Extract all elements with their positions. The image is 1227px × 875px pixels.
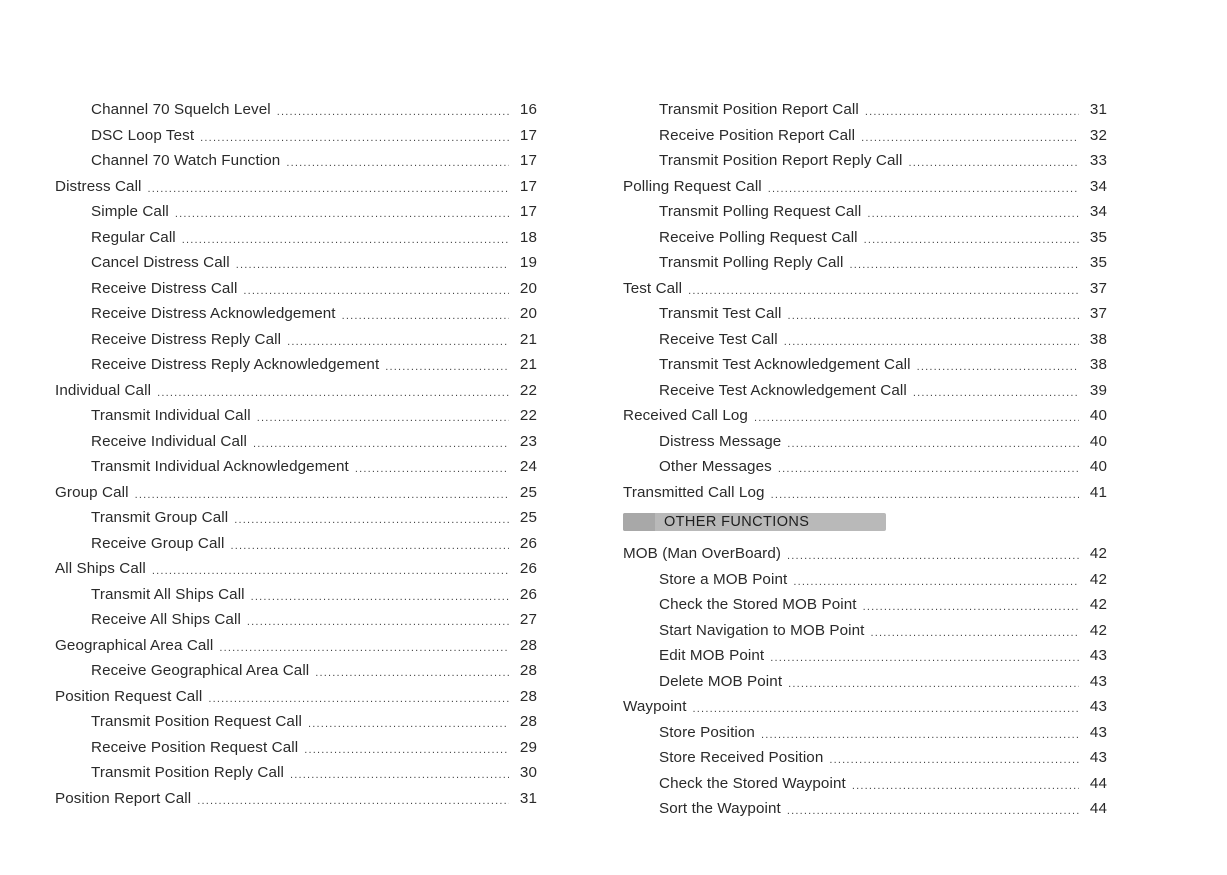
toc-right-top-list	[623, 97, 1107, 505]
toc-dot-leader	[864, 234, 1079, 246]
toc-page-number: 42	[1089, 596, 1107, 614]
toc-subentry[interactable]	[623, 618, 1107, 644]
toc-page-number: 28	[519, 687, 537, 705]
toc-dot-leader	[787, 310, 1079, 322]
toc-entry-title: Receive Geographical Area Call	[91, 662, 310, 680]
toc-subentry[interactable]	[623, 720, 1107, 746]
toc-entry-title: Individual Call	[55, 381, 152, 399]
toc-entry-title: Start Navigation to MOB Point	[659, 621, 865, 639]
toc-page-number: 26	[519, 534, 537, 552]
toc-page-number: 26	[519, 585, 537, 603]
toc-dot-leader	[784, 336, 1079, 348]
toc-subentry[interactable]	[55, 225, 537, 251]
toc-page-number: 40	[1089, 432, 1107, 450]
toc-subentry[interactable]	[55, 735, 537, 761]
toc-dot-leader	[909, 157, 1080, 169]
toc-dot-leader	[230, 540, 509, 552]
toc-entry-title: Other Messages	[659, 458, 772, 476]
toc-left-column	[55, 97, 537, 811]
toc-entry-title: Transmitted Call Log	[623, 483, 765, 501]
toc-entry-title: Geographical Area Call	[55, 636, 214, 654]
toc-entry-title: Position Request Call	[55, 687, 203, 705]
toc-entry-title: Transmit Position Report Call	[659, 101, 859, 119]
toc-subentry[interactable]	[55, 505, 537, 531]
toc-subentry[interactable]	[623, 97, 1107, 123]
toc-page-number: 21	[519, 356, 537, 374]
toc-entry-title: Group Call	[55, 483, 129, 501]
toc-entry-title: Transmit Position Reply Call	[91, 764, 284, 782]
toc-entry-title: Store Received Position	[659, 749, 824, 767]
toc-entry[interactable]	[55, 480, 537, 506]
toc-subentry[interactable]	[55, 148, 537, 174]
toc-subentry[interactable]	[623, 123, 1107, 149]
toc-page-number: 28	[519, 713, 537, 731]
toc-page-number: 17	[519, 177, 537, 195]
toc-entry-title: Transmit Individual Call	[91, 407, 251, 425]
toc-page-number: 22	[519, 381, 537, 399]
toc-subentry[interactable]	[623, 429, 1107, 455]
toc-dot-leader	[770, 652, 1079, 664]
toc-page-number: 42	[1089, 621, 1107, 639]
toc-dot-leader	[304, 744, 509, 756]
toc-subentry[interactable]	[623, 250, 1107, 276]
toc-entry-title: Delete MOB Point	[659, 672, 783, 690]
toc-entry-title: Receive Group Call	[91, 534, 225, 552]
toc-dot-leader	[788, 678, 1079, 690]
toc-dot-leader	[219, 642, 509, 654]
toc-page-number: 43	[1089, 672, 1107, 690]
toc-dot-leader	[761, 729, 1079, 741]
toc-entry-title: Sort the Waypoint	[659, 800, 781, 818]
toc-page-number: 41	[1089, 483, 1107, 501]
toc-dot-leader	[175, 208, 509, 220]
toc-page-number: 25	[519, 483, 537, 501]
toc-page-number: 23	[519, 432, 537, 450]
toc-entry-title: Transmit All Ships Call	[91, 585, 245, 603]
toc-right-bottom-list	[623, 541, 1107, 822]
toc-entry-title: Receive Distress Reply Acknowledgement	[91, 356, 380, 374]
toc-subentry[interactable]	[55, 607, 537, 633]
toc-entry-title: Receive Distress Call	[91, 279, 238, 297]
toc-dot-leader	[236, 259, 509, 271]
toc-subentry[interactable]	[55, 709, 537, 735]
toc-dot-leader	[871, 627, 1080, 639]
toc-dot-leader	[861, 132, 1079, 144]
toc-subentry[interactable]	[623, 454, 1107, 480]
toc-dot-leader	[200, 132, 509, 144]
toc-dot-leader	[863, 601, 1079, 613]
toc-page-number: 26	[519, 560, 537, 578]
toc-subentry[interactable]	[55, 250, 537, 276]
toc-entry-title: Receive Position Report Call	[659, 126, 856, 144]
toc-subentry[interactable]	[55, 301, 537, 327]
toc-entry[interactable]	[623, 694, 1107, 720]
toc-page-number: 44	[1089, 774, 1107, 792]
toc-entry-title: Transmit Individual Acknowledgement	[91, 458, 349, 476]
toc-right-column	[623, 97, 1107, 822]
toc-entry-title: Receive Test Acknowledgement Call	[659, 381, 907, 399]
toc-page-number: 42	[1089, 545, 1107, 563]
toc-entry-title: Receive All Ships Call	[91, 611, 241, 629]
toc-subentry[interactable]	[623, 567, 1107, 593]
toc-subentry[interactable]	[55, 454, 537, 480]
toc-dot-leader	[852, 780, 1079, 792]
toc-subentry[interactable]	[55, 123, 537, 149]
toc-page-number: 24	[519, 458, 537, 476]
toc-dot-leader	[688, 285, 1079, 297]
toc-dot-leader	[867, 208, 1079, 220]
toc-page-number: 33	[1089, 152, 1107, 170]
toc-subentry[interactable]	[623, 225, 1107, 251]
toc-dot-leader	[768, 183, 1079, 195]
toc-page-number: 16	[519, 101, 537, 119]
toc-dot-leader	[342, 310, 509, 322]
toc-entry-title: Regular Call	[91, 228, 176, 246]
toc-dot-leader	[208, 693, 509, 705]
section-heading-tab	[623, 513, 655, 531]
toc-dot-leader	[197, 795, 509, 807]
toc-dot-leader	[287, 336, 509, 348]
toc-dot-leader	[257, 412, 509, 424]
toc-entry-title: Simple Call	[91, 203, 169, 221]
toc-subentry[interactable]	[55, 352, 537, 378]
toc-dot-leader	[308, 718, 509, 730]
toc-page-number: 17	[519, 203, 537, 221]
toc-subentry[interactable]	[623, 796, 1107, 822]
toc-entry-title: Transmit Position Report Reply Call	[659, 152, 903, 170]
toc-page-number: 43	[1089, 749, 1107, 767]
section-heading-bar	[623, 513, 886, 531]
toc-dot-leader	[693, 703, 1079, 715]
toc-page-number: 30	[519, 764, 537, 782]
toc-page-number: 38	[1089, 356, 1107, 374]
toc-entry-title: Receive Distress Reply Call	[91, 330, 282, 348]
toc-page-number: 35	[1089, 254, 1107, 272]
toc-subentry[interactable]	[623, 148, 1107, 174]
toc-entry[interactable]	[623, 174, 1107, 200]
toc-subentry[interactable]	[623, 199, 1107, 225]
toc-page-number: 18	[519, 228, 537, 246]
toc-entry[interactable]	[623, 480, 1107, 506]
toc-page-number: 28	[519, 636, 537, 654]
toc-dot-leader	[849, 259, 1079, 271]
toc-entry[interactable]	[55, 633, 537, 659]
toc-entry-title: Channel 70 Squelch Level	[91, 101, 271, 119]
toc-dot-leader	[148, 183, 509, 195]
toc-entry-title: Received Call Log	[623, 407, 748, 425]
toc-entry-title: Distress Call	[55, 177, 142, 195]
toc-entry[interactable]	[623, 541, 1107, 567]
toc-entry[interactable]	[623, 403, 1107, 429]
toc-page-number: 17	[519, 126, 537, 144]
toc-dot-leader	[787, 438, 1079, 450]
toc-page-number: 37	[1089, 305, 1107, 323]
toc-page-number: 32	[1089, 126, 1107, 144]
toc-entry-title: Receive Test Call	[659, 330, 778, 348]
toc-entry[interactable]	[623, 276, 1107, 302]
toc-dot-leader	[135, 489, 509, 501]
toc-entry-title: Distress Message	[659, 432, 782, 450]
toc-dot-leader	[152, 565, 509, 577]
toc-entry-title: Receive Individual Call	[91, 432, 247, 450]
toc-entry-title: Check the Stored MOB Point	[659, 596, 857, 614]
toc-dot-leader	[315, 667, 509, 679]
toc-page-number: 20	[519, 305, 537, 323]
toc-dot-leader	[771, 489, 1079, 501]
toc-page-number: 20	[519, 279, 537, 297]
toc-page-number: 21	[519, 330, 537, 348]
toc-subentry[interactable]	[623, 378, 1107, 404]
toc-page-number: 43	[1089, 698, 1107, 716]
toc-entry-title: Channel 70 Watch Function	[91, 152, 281, 170]
toc-subentry[interactable]	[55, 276, 537, 302]
toc-subentry[interactable]	[55, 760, 537, 786]
toc-entry[interactable]	[55, 556, 537, 582]
toc-subentry[interactable]	[55, 582, 537, 608]
toc-entry-title: All Ships Call	[55, 560, 146, 578]
toc-entry-title: Receive Distress Acknowledgement	[91, 305, 336, 323]
toc-dot-leader	[157, 387, 509, 399]
toc-entry-title: Store Position	[659, 723, 755, 741]
toc-page-number: 34	[1089, 203, 1107, 221]
toc-entry-title: Waypoint	[623, 698, 687, 716]
toc-page-number: 40	[1089, 407, 1107, 425]
toc-entry-title: Position Report Call	[55, 789, 192, 807]
toc-entry[interactable]	[55, 174, 537, 200]
toc-page-number: 25	[519, 509, 537, 527]
toc-entry-title: Check the Stored Waypoint	[659, 774, 846, 792]
toc-dot-leader	[247, 616, 509, 628]
toc-entry[interactable]	[55, 684, 537, 710]
toc-page-number: 35	[1089, 228, 1107, 246]
toc-dot-leader	[385, 361, 509, 373]
toc-subentry[interactable]	[623, 352, 1107, 378]
toc-dot-leader	[793, 576, 1079, 588]
toc-page-number: 27	[519, 611, 537, 629]
toc-dot-leader	[778, 463, 1079, 475]
toc-dot-leader	[243, 285, 509, 297]
toc-page-number: 40	[1089, 458, 1107, 476]
toc-entry-title: DSC Loop Test	[91, 126, 195, 144]
toc-dot-leader	[913, 387, 1079, 399]
toc-subentry[interactable]	[623, 745, 1107, 771]
toc-entry-title: Test Call	[623, 279, 683, 297]
toc-subentry[interactable]	[55, 403, 537, 429]
toc-page-number: 31	[1089, 101, 1107, 119]
section-heading-label: OTHER FUNCTIONS	[664, 514, 810, 530]
toc-page-number: 44	[1089, 800, 1107, 818]
toc-subentry[interactable]	[623, 301, 1107, 327]
toc-entry-title: Cancel Distress Call	[91, 254, 230, 272]
toc-subentry[interactable]	[623, 643, 1107, 669]
toc-dot-leader	[182, 234, 509, 246]
toc-subentry[interactable]	[623, 592, 1107, 618]
toc-entry-title: Polling Request Call	[623, 177, 762, 195]
toc-dot-leader	[234, 514, 509, 526]
toc-dot-leader	[355, 463, 509, 475]
toc-dot-leader	[253, 438, 509, 450]
toc-subentry[interactable]	[55, 327, 537, 353]
toc-entry-title: Transmit Test Acknowledgement Call	[659, 356, 911, 374]
toc-subentry[interactable]	[55, 531, 537, 557]
toc-dot-leader	[865, 106, 1079, 118]
toc-subentry[interactable]	[55, 97, 537, 123]
toc-page-number: 17	[519, 152, 537, 170]
toc-entry-title: Transmit Test Call	[659, 305, 782, 323]
toc-dot-leader	[829, 754, 1079, 766]
toc-entry-title: Receive Polling Request Call	[659, 228, 858, 246]
toc-subentry[interactable]	[55, 658, 537, 684]
toc-dot-leader	[277, 106, 509, 118]
toc-page-number: 43	[1089, 723, 1107, 741]
toc-subentry[interactable]	[623, 327, 1107, 353]
toc-page-number: 31	[519, 789, 537, 807]
toc-entry-title: Edit MOB Point	[659, 647, 765, 665]
toc-dot-leader	[787, 550, 1079, 562]
toc-entry-title: Store a MOB Point	[659, 570, 788, 588]
toc-dot-leader	[290, 769, 509, 781]
toc-page-number: 42	[1089, 570, 1107, 588]
toc-entry-title: Receive Position Request Call	[91, 738, 299, 756]
toc-entry-title: Transmit Polling Reply Call	[659, 254, 844, 272]
toc-page-number: 38	[1089, 330, 1107, 348]
toc-entry-title: MOB (Man OverBoard)	[623, 545, 782, 563]
toc-page-number: 34	[1089, 177, 1107, 195]
toc-page-number: 29	[519, 738, 537, 756]
toc-subentry[interactable]	[55, 199, 537, 225]
toc-entry-title: Transmit Polling Request Call	[659, 203, 862, 221]
toc-dot-leader	[787, 805, 1079, 817]
toc-entry[interactable]	[55, 786, 537, 812]
toc-entry-title: Transmit Group Call	[91, 509, 229, 527]
toc-dot-leader	[286, 157, 509, 169]
toc-page-number: 22	[519, 407, 537, 425]
toc-page-number: 37	[1089, 279, 1107, 297]
toc-dot-leader	[754, 412, 1079, 424]
toc-page-number: 39	[1089, 381, 1107, 399]
toc-subentry[interactable]	[623, 771, 1107, 797]
toc-page-number: 43	[1089, 647, 1107, 665]
toc-page-number: 28	[519, 662, 537, 680]
toc-entry[interactable]	[55, 378, 537, 404]
toc-dot-leader	[251, 591, 509, 603]
toc-entry-title: Transmit Position Request Call	[91, 713, 302, 731]
toc-subentry[interactable]	[55, 429, 537, 455]
toc-page-number: 19	[519, 254, 537, 272]
toc-dot-leader	[917, 361, 1079, 373]
toc-subentry[interactable]	[623, 669, 1107, 695]
